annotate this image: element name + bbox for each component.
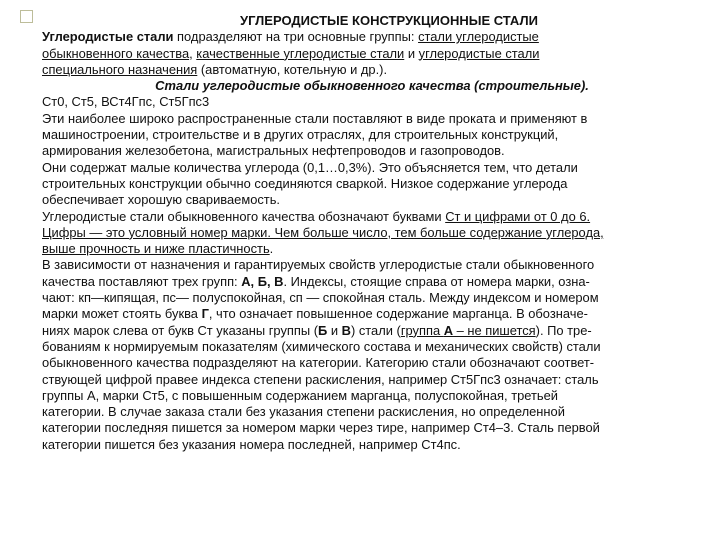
para1-line: Эти наиболее широко распространенные стали поставляют в виде проката и применяют в xyxy=(42,110,588,126)
groups-abv: А, Б, В xyxy=(241,273,284,289)
letter-g: Г xyxy=(201,306,209,322)
para4-line: обыкновенного качества подразделяют на категории. Категорию стали обозначают соответ- xyxy=(42,355,595,371)
para4-line: В зависимости от назначения и гарантируемых свойств углеродистые стали обыкновенного xyxy=(42,257,595,273)
para4-line: чают: кп—кипящая, пс— полуспокойная, сп — спокойная сталь. Между индексом и номером xyxy=(42,290,599,306)
para2-line: обеспечивает хорошую свариваемость. xyxy=(42,192,281,208)
para4-line: ствующей цифрой правее индекса степени раскисления, например Ст5Гпс3 означает: сталь xyxy=(42,371,599,387)
link-strength-plasticity[interactable]: выше прочность и ниже пластичность xyxy=(42,241,270,257)
subheading: Стали углеродистые обыкновенного качества (строительные). xyxy=(155,78,589,94)
para4-line: качества поставляют трех групп: А, Б, В. Индексы, стоящие справа от номера марки, озна- xyxy=(42,273,590,289)
page-title: УГЛЕРОДИСТЫЕ КОНСТРУКЦИОННЫЕ СТАЛИ xyxy=(240,13,538,28)
para2-line: строительных конструкции обычно соединяются сваркой. Низкое содержание углерода xyxy=(42,175,568,191)
para4-line: категории последняя пишется за номером марки через тире, например Ст4–3. Сталь первой xyxy=(42,420,600,436)
para4-line: категории пишется без указания номера последней, например Ст4пс. xyxy=(42,436,461,452)
para2-line: Они содержат малые количества углерода (0,1…0,3%). Это объясняется тем, что детали xyxy=(42,159,578,175)
intro-line-1: Углеродистые стали подразделяют на три основные группы: стали углеродистые xyxy=(42,29,539,45)
para3-line-3: выше прочность и ниже пластичность. xyxy=(42,241,274,257)
steel-grades: Ст0, Ст5, ВСт4Гпс, Ст5Гпс3 xyxy=(42,94,210,110)
para3-line-1: Углеродистые стали обыкновенного качества обозначают буквами Ст и цифрами от 0 до 6. xyxy=(42,208,591,224)
document-page xyxy=(42,13,702,533)
link-grade-number[interactable]: Цифры — это условный номер марки. Чем больше число, тем больше содержание углерода, xyxy=(42,224,604,240)
intro-term: Углеродистые стали xyxy=(42,29,174,45)
link-quality-carbon-steels[interactable]: качественные углеродистые стали xyxy=(196,45,405,61)
link-group-a[interactable]: группа А – не пишется xyxy=(400,322,536,338)
link-ordinary-quality[interactable]: стали углеродистые xyxy=(418,29,539,45)
link-special-carbon-steels[interactable]: углеродистые стали xyxy=(418,45,540,61)
para4-line: группы А, марки Ст5, с повышенным содержанием марганца, полуспокойная, третьей xyxy=(42,387,559,403)
link-designation[interactable]: Ст и цифрами от 0 до 6. xyxy=(445,208,591,224)
para1-line: машиностроении, строительстве и в других отраслях, для строительных конструкций, xyxy=(42,127,559,143)
decorative-square xyxy=(20,10,33,23)
link-ordinary-quality-cont[interactable]: обыкновенного качества xyxy=(42,45,190,61)
para4-line: бованиям к нормируемым показателям (химического состава и механических свойств) стали xyxy=(42,338,601,354)
para1-line: армирования железобетона, магистральных нефтепроводов и газопроводов. xyxy=(42,143,505,159)
para4-line: марки может стоять буква Г, что означает повышенное содержание марганца. В обозначе- xyxy=(42,306,588,322)
intro-line-3: специального назначения (автоматную, котельную и др.). xyxy=(42,61,388,77)
intro-line-2: обыкновенного качества, качественные углеродистые стали и углеродистые стали xyxy=(42,45,540,61)
link-special-purpose[interactable]: специального назначения xyxy=(42,61,198,77)
para4-line: категории. В случае заказа стали без указания степени раскисления, но определенной xyxy=(42,404,565,420)
para4-line: ниях марок слева от букв Ст указаны группы (Б и В) стали (группа А – не пишется). По тре- xyxy=(42,322,592,338)
